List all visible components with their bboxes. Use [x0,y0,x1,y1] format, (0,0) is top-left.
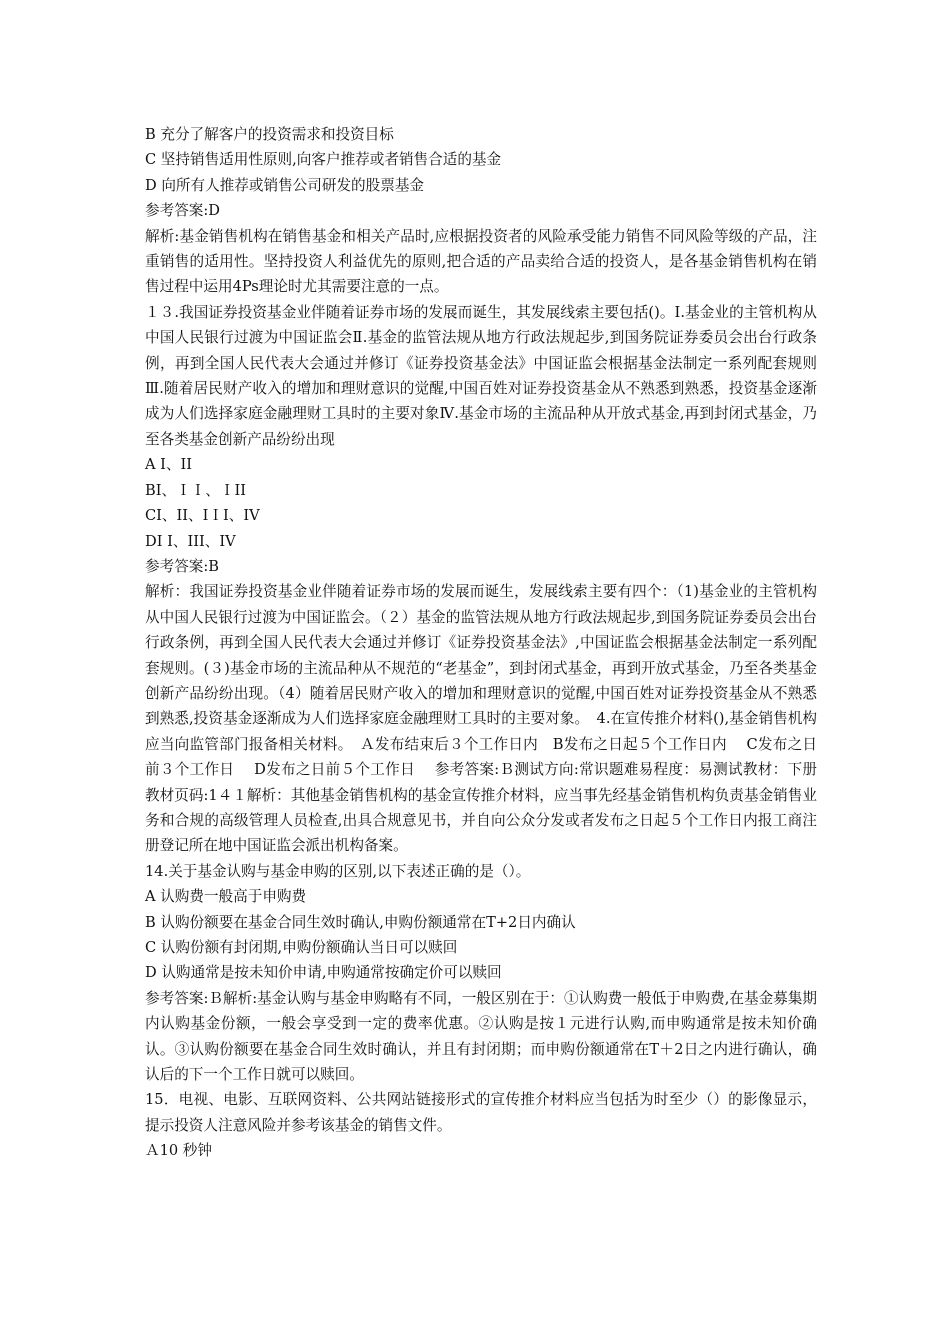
q14-stem: 14.关于基金认购与基金申购的区别,以下表述正确的是（）。 [145,862,531,880]
q14-option-c: C 认购份额有封闭期,申购份额确认当日可以赎回 [145,939,458,956]
q12-answer: 参考答案:D [145,202,220,220]
q13-option-d: DI Ⅰ、III、IV [145,532,236,550]
q15-stem: 15．电视、电影、互联网资料、公共网站链接形式的宣传推介材料应当包括为时至少（）的影像显示，提示投资人注意风险并参考该基金的销售文件。 [145,1091,817,1134]
q14-option-b: B 认购份额要在基金合同生效时确认,申购份额通常在T+2日内确认 [145,913,576,931]
q13-option-a: A Ⅰ、II [145,456,193,474]
q13-stem: １３.我国证券投资基金业伴随着证券市场的发展而诞生，其发展线索主要包括()。Ⅰ.基金业的主管机构从中国人民银行过渡为中国证监会Ⅱ.基金的监管法规从地方行政法规起步,到国务院证券委员会出台行政条例，再到全国人民代表大会通过并修订《证券投资基金法》中国证监会根据基金法制定一系列配套规则Ⅲ.随着居民财产收入的增加和理财意识的觉醒,中国百姓对证券投资基金从不熟悉到熟悉，投资基金逐渐成为人们选择家庭金融理财工具时的主要对象Ⅳ.基金市场的主流品种从开放式基金,再到封闭式基金，乃至各类基金创新产品纷纷出现 [145,303,817,448]
q13-option-b: BI、ＩＩ、ＩII [145,481,246,499]
q14-option-d: D 认购通常是按未知价申请,申购通常按确定价可以赎回 [145,964,502,982]
document-page [145,122,817,1164]
q14-answer-analysis: 参考答案:Ｂ解析:基金认购与基金申购略有不同，一般区别在于：①认购费一般低于申购费,在基金募集期内认购基金份额，一般会享受到一定的费率优惠。②认购是按１元进行认购,而申购通常是按未知价确认。③认购份额要在基金合同生效时确认，并且有封闭期；而申购份额通常在T＋2日之内进行确认，确认后的下一个工作日就可以赎回。 [145,989,817,1084]
q12-option-d: D 向所有人推荐或销售公司研发的股票基金 [145,176,425,194]
q12-option-b: B 充分了解客户的投资需求和投资目标 [145,126,394,143]
q14-option-a: A 认购费一般高于申购费 [145,888,307,906]
q13-analysis: 解析：我国证券投资基金业伴随着证券市场的发展而诞生，发展线索主要有四个：（1)基金业的主管机构从中国人民银行过渡为中国证监会。（２）基金的监管法规从地方行政法规起步,到国务院证券委员会出台行政条例，再到全国人民代表大会通过并修订《证券投资基金法》,中国证监会根据基金法制定一系列配套规则。(３)基金市场的主流品种从不规范的“老基金”，到封闭式基金，再到开放式基金，乃至各类基金创新产品纷纷出现。（4）随着居民财产收入的增加和理财意识的觉醒,中国百姓对证券投资基金从不熟悉到熟悉,投资基金逐渐成为人们选择家庭金融理财工具时的主要对象。 4.在宣传推介材料(),基金销售机构应当向监管部门报备相关材料。 Ａ发布结束后３个工作日内 B发布之日起５个工作日内 C发布之日前３个工作日 D发布之日前５个工作日 参考答案:Ｂ测试方向:常识题难易程度：易测试教材：下册教材页码:1４１解析：其他基金销售机构的基金宣传推介材料，应当事先经基金销售机构负责基金销售业务和合规的高级管理人员检查,出具合规意见书，并自向公众分发或者发布之日起５个工作日内报工商注册登记所在地中国证监会派出机构备案。 [145,583,817,855]
q12-analysis: 解析:基金销售机构在销售基金和相关产品时,应根据投资者的风险承受能力销售不同风险等级的产品，注重销售的适用性。坚持投资人利益优先的原则,把合适的产品卖给合适的投资人，是各基金销售机构在销售过程中运用4Ps理论时尤其需要注意的一点。 [145,227,817,296]
q15-option-a: Ａ10 秒钟 [145,1142,212,1160]
q13-answer: 参考答案:B [145,557,220,575]
q13-option-c: CI、II、IＩI、IV [145,507,260,525]
q12-option-c: C 坚持销售适用性原则,向客户推荐或者销售合适的基金 [145,151,502,169]
